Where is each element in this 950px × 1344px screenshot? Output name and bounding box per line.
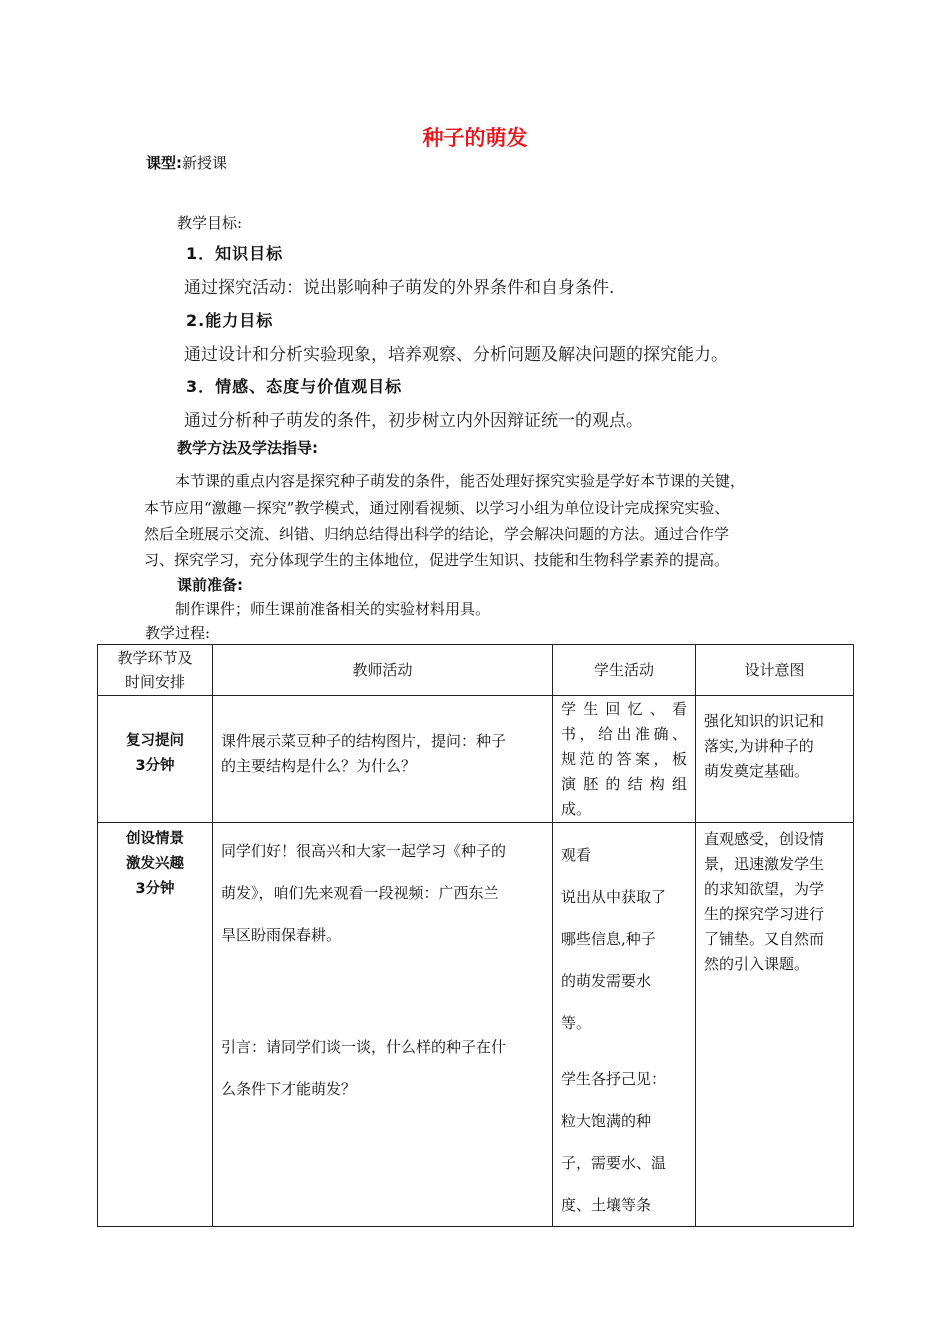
row2-stage-line: 激发兴趣: [126, 856, 184, 872]
objective-3-heading: 3．情感、态度与价值观目标: [186, 377, 403, 396]
row1-stage-line: 复习提问: [126, 733, 184, 749]
lesson-type-label: 课型:: [146, 154, 182, 172]
row2-student-line: 学生各抒己见：: [561, 1070, 667, 1088]
row1-stage: [98, 696, 213, 823]
objective-1-text: 通过探究活动：说出影响种子萌发的外界条件和自身条件.: [184, 278, 615, 298]
row2-intent-line: 了铺垫。又自然而: [704, 930, 825, 948]
methods-line-1: 本节课的重点内容是探究种子萌发的条件，能否处理好探究实验是学好本节课的关键，: [175, 472, 746, 490]
methods-line-3: 然后全班展示交流、纠错、归纳总结得出科学的结论，学会解决问题的方法。通过合作学: [144, 525, 730, 543]
row2-student-line: 子，需要水、温: [561, 1154, 667, 1172]
table-row: [98, 823, 854, 1227]
objective-2-heading: 2.能力目标: [186, 311, 274, 330]
row2-student-line: 的萌发需要水: [561, 972, 652, 990]
methods-label: 教学方法及学法指导:: [177, 439, 318, 457]
row2-student-line: 哪些信息,种子: [561, 930, 656, 948]
table-row: [98, 696, 854, 823]
methods-line-4: 习、探究学习，充分体现学生的主体地位，促进学生知识、技能和生物科学素养的提高。: [144, 551, 730, 569]
row1-intent-line: 落实,为讲种子的: [704, 737, 814, 755]
row2-teacher-line: 同学们好！很高兴和大家一起学习《种子的: [221, 842, 507, 860]
row2-teacher: [213, 823, 553, 1227]
row2-teacher-line: 萌发》，咱们先来观看一段视频：广西东兰: [221, 884, 499, 902]
row1-student-line: 学生回忆、看: [561, 700, 687, 718]
row2-intent: [696, 823, 854, 1227]
row2-student: [553, 823, 696, 1227]
preparation-label: 课前准备:: [177, 576, 243, 594]
row1-teacher-line: 课件展示菜豆种子的结构图片，提问：种子: [221, 732, 507, 750]
row2-stage: [98, 823, 213, 1227]
header-stage-line-2: 时间安排: [124, 673, 185, 691]
row1-intent-line: 萌发奠定基础。: [704, 762, 810, 780]
preparation-text: 制作课件；师生课前准备相关的实验材料用具。: [175, 600, 491, 618]
row2-teacher-line: 引言：请同学们谈一谈，什么样的种子在什: [221, 1038, 507, 1056]
row2-student-line: 说出从中获取了: [561, 888, 667, 906]
row2-stage-line: 3分钟: [135, 881, 175, 897]
objective-2-text: 通过设计和分析实验现象，培养观察、分析问题及解决问题的探究能力。: [184, 345, 728, 365]
page-title: 种子的萌发: [422, 126, 528, 150]
process-label: 教学过程:: [145, 624, 211, 642]
table-header-row: [98, 645, 854, 696]
row2-student-line: 粒大饱满的种: [561, 1112, 652, 1130]
row2-student-line: 观看: [561, 846, 592, 864]
row1-student-line: 成。: [561, 800, 592, 818]
header-student: 学生活动: [553, 645, 696, 696]
row2-intent-line: 生的探究学习进行: [704, 905, 825, 923]
row1-intent: [696, 696, 854, 823]
row2-intent-line: 然的引入课题。: [704, 955, 810, 973]
objectives-label: 教学目标:: [177, 214, 243, 232]
row2-student-line: 度、土壤等条: [561, 1196, 652, 1214]
row1-teacher-line: 的主要结构是什么？为什么？: [221, 757, 417, 775]
row2-teacher-line: 么条件下才能萌发？: [221, 1080, 357, 1098]
objective-3-text: 通过分析种子萌发的条件，初步树立内外因辩证统一的观点。: [184, 411, 643, 431]
lesson-type-value: 新授课: [182, 154, 228, 172]
header-intent: 设计意图: [696, 645, 854, 696]
row1-student-line: 规范的答案，板: [561, 750, 687, 768]
lesson-type: [146, 152, 227, 173]
row2-stage-line: 创设情景: [126, 831, 184, 847]
row2-intent-line: 直观感受，创设情: [704, 830, 825, 848]
header-stage: [98, 645, 213, 696]
row1-teacher: [213, 696, 553, 823]
row1-student-line: 书，给出准确、: [561, 725, 687, 743]
methods-line-2: 本节应用“激趣－探究”教学模式，通过刚看视频、以学习小组为单位设计完成探究实验、: [144, 499, 730, 517]
row2-intent-line: 景，迅速激发学生: [704, 855, 825, 873]
row1-student-line: 演胚的结构组: [561, 775, 687, 793]
row2-intent-line: 的求知欲望，为学: [704, 880, 825, 898]
header-teacher: 教师活动: [213, 645, 553, 696]
row1-stage-line: 3分钟: [135, 758, 175, 774]
row1-intent-line: 强化知识的识记和: [704, 712, 825, 730]
row1-student: [553, 696, 696, 823]
header-stage-line-1: 教学环节及: [117, 649, 193, 667]
process-table: [97, 644, 854, 1227]
row2-student-line: 等。: [561, 1014, 592, 1032]
row2-teacher-line: 旱区盼雨保春耕。: [221, 926, 342, 944]
objective-1-heading: 1．知识目标: [186, 244, 284, 263]
